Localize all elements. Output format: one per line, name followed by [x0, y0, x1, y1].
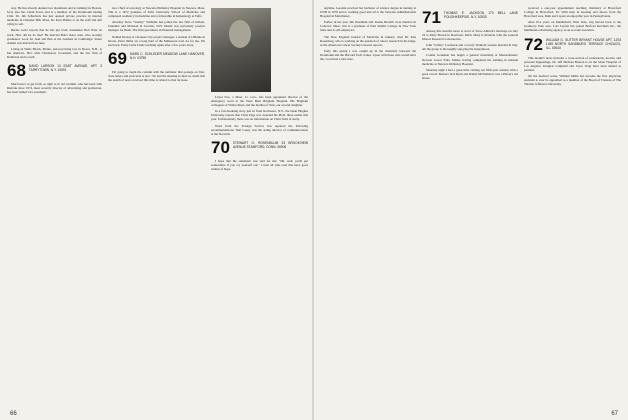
page-number-left: 66: [10, 411, 17, 417]
portrait-photo: [211, 8, 271, 92]
paragraph: Bernie Geist reports that he has put trade classmates Bob Wise on track. How did he do that? He married Bob's sister Jean, who recently graduated. Look for Jean and Bob at the Goldens in Cambridge. Stuart Adams was married last June.: [7, 28, 102, 45]
paragraph: I'm going to begin the column with the reminder that postage on first-class letters and postcards is now 15¢ and the meeting in June no doubt that the dearth of news received this time is related to that increase.: [108, 69, 205, 83]
page-number-right: 67: [611, 411, 618, 417]
paragraph: Earlier in the year Jim Needham and Jeanne Bertelli were married in Concord, Mass. Jim is a graduate of Paul Smiths College in New York State and is self-employed.: [320, 20, 416, 33]
paragraph: Saturday night I had a great time visiting our fifth-year reunion with a great crowd. Barkers Jack Ryan and Daniel McNamara's was a Heron's old house.: [422, 67, 518, 80]
column-2: [108, 6, 205, 406]
class-secretary-address: THOMAS E. JACKSON 170 BELL LANE POUGHKEEPSIE, N.Y. 10533: [443, 11, 518, 19]
class-entry-72: [524, 36, 621, 53]
paragraph: anytime. LeeAnn received her bachelor of science degree in nursing at UNH in 1978 and is working good and all at the Veterans Administration Hospital in Manchester.: [320, 6, 416, 19]
paragraph: Lloyd Fox, a Mass. Lt. Gov., has been appointed director of the emergency ward at the Peter Bent Brigham Hospital. His Brigham colleagues at Walter Reed, and the mother of Tom, our second daughter.: [211, 95, 308, 108]
paragraph: Much news to get forth, so tight to it! Art Gramm, who has been with Rentrak since 1974, most recently director of advertising and promotion, has been named vice president.: [7, 82, 102, 95]
class-year-number: 71: [422, 8, 441, 27]
paragraph: Early this spring I was caught up in the chemistry between the Dartmouth and the Harvard Tech cranes. Upset with those who would have me, I received a nice note.: [320, 48, 416, 62]
column-4: [320, 6, 416, 406]
column-5: [422, 6, 518, 406]
column-6: [524, 6, 621, 406]
paragraph: Word from the Foreign Service has reported the following recommendations: Neil Casey, was the acting director of communications at the Norwich.: [211, 123, 308, 136]
paragraph: After five years on Manhattan's West Side, Gig moved back to the Gramercy Park area. Carl Layton has joined Botford Ketchum Inc., the Manhattan advertising agency, as an account executive.: [524, 20, 621, 33]
class-year-number: 72: [524, 34, 543, 54]
paragraph: John "Cubby" Loosbeck and a lovely Vermont woman married in July. All the group is thoroughly enjoying the honeymoon.: [422, 43, 518, 52]
paragraph: This month's news includes a cross-section of professions, locales, and personal happenings. Dr. Jeff Michael Bouton is on the Sister Hospital of Los Angeles. Douglas Campbell and Joyce Voigt have been named as partners.: [524, 55, 621, 72]
paragraph: Nathan Dorsey is a Kansas City project manager, a student at UMaine in Orono, Dave Diller on a long haul of the Minnesota trail. As for me, I'm just back. Pretty Little Linde teaching again after a few years away.: [108, 34, 205, 47]
paragraph: In a fast-breaking story just in from Rochester, N.Y., the Dean Hughes University reports that Chris Page was awarded his Ph.D. there earlier this year. Unfortunately, there was no information on Chris' field of study.: [211, 109, 308, 122]
paragraph: Living in Wells Beach, Maine, and practicing law in Dover, N.H., is Ian Andrews. He's with Charleston, Crossman, and the law firm of Robinson and Lowell.: [7, 46, 102, 60]
paragraph: received a one-year appointment teaching chemistry at Haverford College in Haverford, Pa. With help in housing and shows from the Haverford area, Ruth and I spent an enjoyable year in Pennsylvania.: [524, 6, 621, 19]
class-entry-71: [422, 9, 518, 26]
paragraph: Connie Gousman has begun a general internship at Massachusetts' Newton Lower Falls, Maine, having completed his training in internal medicine at Newton-Wellesley Hospital.: [422, 53, 518, 66]
class-year-number: 69: [108, 48, 127, 68]
paragraph: now chief of oncology at Newton-Wellesley Hospital in Newton, Mass. Tim is a 1972 graduate of Tufts University School of Medicine and completed residency in medicine and a fellowship in hematology at Tufts.: [108, 6, 205, 19]
right-page: [314, 0, 628, 420]
class-entry-70: [211, 139, 308, 156]
paragraph: I hope that the statement was said for me: "Oh, well, you'll get somewhere if you cry yourself out." I trust all who read this have good wishes of hope.: [211, 158, 308, 172]
paragraph: On the medical scene, William Mahn has become the first physician assistant to ever be appointed as a member of the Board of Trustees of The Thomas Jefferson University.: [524, 73, 621, 87]
column-1: [7, 6, 102, 406]
paragraph: Attorney Steve "Stormy" Williams has joined the law firm of Gilbert, Chandler and McKean in Laconia, N.H. Mount was previously product manager for Bush. The firm specializes in financial management.: [108, 20, 205, 33]
class-entry-69: [108, 50, 205, 67]
class-secretary-address: STEWART G. ROSENBLUM 33 BROOKVIEW AVENUE STAMFORD, CONN. 06906: [232, 140, 308, 149]
paragraph: The New England Journal of Medicine in January cited Dr. Ken Rosenberg, who is working on the question of cancer research in the lungs, as the American Cancer Society's newest reports.: [320, 34, 416, 47]
class-year-number: 70: [211, 137, 230, 157]
class-year-number: 68: [7, 61, 26, 81]
class-secretary-address: DAVID LARSON 13 EAST AVENUE, APT. 3 TARRYTOWN, N.Y. 10591: [28, 64, 102, 73]
paragraph: way. He has already donned two marathons and is training for Boston. Jerry also has Cabin Fever, and is a member of the Dartmouth Outing Club. Dr. Jim Schurback has just opened private practice in internal medicine in Chestnut Hill, Mass. Dr. Kurt Hafner is on the staff and still trying to sail.: [7, 6, 102, 27]
column-3: [211, 6, 308, 406]
class-entry-68: [7, 62, 102, 79]
class-secretary-address: MARK C. SCHLEDER MEADOW LANE HANOVER, N.H. 03755: [129, 51, 205, 60]
class-secretary-address: WILLIAM G. SUTTER BRYANT HOUSE APT. 1203 1455 NORTH SANDBURG TERRACE CHICAGO, ILL. 60610: [545, 37, 621, 50]
paragraph: Among this month's news is word of Steve Ahlrich's marriage on July 22 to Mary Brown in Dearborn, Mich. Mary is librarian with the General Motors Research Laboratories.: [422, 29, 518, 42]
